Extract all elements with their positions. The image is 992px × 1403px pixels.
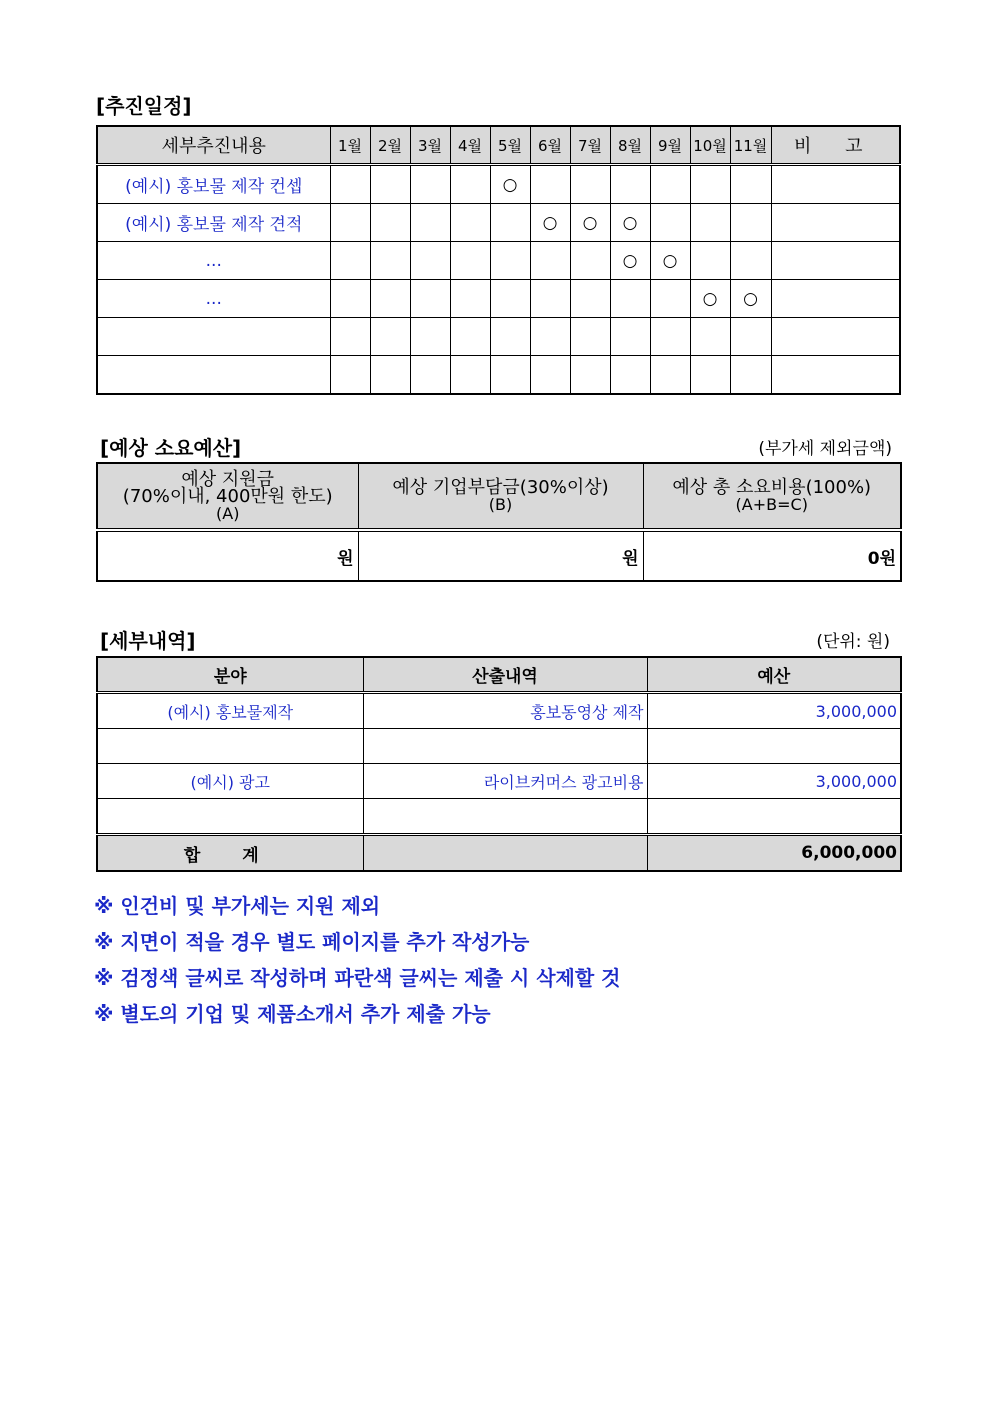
budget-table xyxy=(96,462,902,582)
schedule-header-task: 세부추진내용 xyxy=(97,126,330,165)
schedule-month-cell[interactable] xyxy=(450,318,490,356)
budget-header-support-line2: (70%이내, 400만원 한도) xyxy=(122,485,333,507)
schedule-row xyxy=(97,165,900,204)
budget-header-company xyxy=(358,463,643,530)
schedule-month-cell[interactable] xyxy=(490,356,530,395)
budget-header-support-line1: 예상 지원금 xyxy=(181,468,275,490)
schedule-month-cell[interactable] xyxy=(410,204,450,242)
detail-budget-cell[interactable]: 3,000,000 xyxy=(647,764,901,799)
schedule-month-cell[interactable] xyxy=(730,165,771,204)
detail-header-calc: 산출내역 xyxy=(363,657,647,693)
detail-row xyxy=(97,799,901,835)
schedule-month-cell[interactable] xyxy=(650,280,690,318)
schedule-note-cell[interactable] xyxy=(771,204,900,242)
detail-header-row xyxy=(97,657,901,693)
schedule-month-cell[interactable] xyxy=(690,165,730,204)
schedule-month-cell[interactable] xyxy=(330,165,370,204)
schedule-task-cell[interactable]: (예시) 홍보물 제작 컨셉 xyxy=(97,165,330,204)
detail-total-budget: 6,000,000 xyxy=(647,835,901,872)
schedule-month-cell[interactable] xyxy=(330,356,370,395)
schedule-month-cell[interactable] xyxy=(730,318,771,356)
schedule-month-cell[interactable] xyxy=(570,356,610,395)
schedule-month-cell[interactable] xyxy=(570,280,610,318)
schedule-month-cell[interactable] xyxy=(370,318,410,356)
schedule-month-cell[interactable] xyxy=(690,318,730,356)
detail-field-cell[interactable] xyxy=(97,729,363,764)
schedule-header-month: 8월 xyxy=(610,126,650,165)
schedule-month-cell[interactable] xyxy=(490,204,530,242)
schedule-month-cell[interactable] xyxy=(370,165,410,204)
schedule-month-cell[interactable] xyxy=(410,242,450,280)
schedule-month-cell[interactable] xyxy=(610,165,650,204)
schedule-month-cell[interactable] xyxy=(450,165,490,204)
schedule-header-month: 10월 xyxy=(690,126,730,165)
schedule-row xyxy=(97,280,900,318)
schedule-header-row xyxy=(97,126,900,165)
detail-calc-cell[interactable] xyxy=(363,799,647,835)
schedule-header-month: 3월 xyxy=(410,126,450,165)
schedule-row xyxy=(97,204,900,242)
schedule-header-month: 4월 xyxy=(450,126,490,165)
schedule-month-cell[interactable] xyxy=(410,280,450,318)
note-item: ※ 별도의 기업 및 제품소개서 추가 제출 가능 xyxy=(94,1002,491,1026)
schedule-month-cell[interactable] xyxy=(730,242,771,280)
schedule-month-cell[interactable] xyxy=(330,280,370,318)
schedule-month-cell[interactable] xyxy=(330,242,370,280)
budget-title: [예상 소요예산] xyxy=(100,436,242,460)
schedule-note-cell[interactable] xyxy=(771,356,900,395)
schedule-month-cell[interactable] xyxy=(610,318,650,356)
schedule-month-cell[interactable] xyxy=(570,165,610,204)
schedule-task-cell[interactable] xyxy=(97,356,330,395)
detail-row xyxy=(97,729,901,764)
schedule-month-cell[interactable] xyxy=(370,280,410,318)
schedule-month-cell[interactable] xyxy=(410,318,450,356)
schedule-header-month: 7월 xyxy=(570,126,610,165)
detail-budget-cell[interactable] xyxy=(647,799,901,835)
budget-header-total xyxy=(643,463,901,530)
schedule-month-cell[interactable] xyxy=(410,356,450,395)
schedule-note-cell[interactable] xyxy=(771,165,900,204)
schedule-task-cell[interactable]: (예시) 홍보물 제작 견적 xyxy=(97,204,330,242)
schedule-month-cell[interactable] xyxy=(530,356,570,395)
detail-budget-cell[interactable]: 3,000,000 xyxy=(647,693,901,729)
schedule-month-cell[interactable] xyxy=(650,204,690,242)
detail-unit-note: (단위: 원) xyxy=(816,632,890,652)
detail-row xyxy=(97,764,901,799)
schedule-header-month: 2월 xyxy=(370,126,410,165)
schedule-month-cell[interactable]: ○ xyxy=(610,204,650,242)
detail-title: [세부내역] xyxy=(100,629,196,653)
schedule-month-cell[interactable] xyxy=(450,204,490,242)
schedule-month-cell[interactable] xyxy=(490,318,530,356)
budget-header-total-line2: (A+B=C) xyxy=(735,495,808,514)
schedule-month-cell[interactable] xyxy=(610,356,650,395)
schedule-month-cell[interactable] xyxy=(650,165,690,204)
budget-value-total[interactable]: 0원 xyxy=(643,530,901,581)
schedule-month-cell[interactable]: ○ xyxy=(730,280,771,318)
schedule-month-cell[interactable] xyxy=(490,280,530,318)
schedule-month-cell[interactable] xyxy=(530,318,570,356)
schedule-month-cell[interactable]: ○ xyxy=(570,204,610,242)
schedule-header-note: 비 고 xyxy=(771,126,900,165)
schedule-note-cell[interactable] xyxy=(771,280,900,318)
schedule-month-cell[interactable] xyxy=(530,280,570,318)
note-item: ※ 인건비 및 부가세는 지원 제외 xyxy=(94,894,381,918)
detail-header-budget: 예산 xyxy=(647,657,901,693)
schedule-task-cell[interactable]: ... xyxy=(97,280,330,318)
detail-header-field: 분야 xyxy=(97,657,363,693)
schedule-month-cell[interactable] xyxy=(370,242,410,280)
budget-header-company-line2: (B) xyxy=(488,495,513,514)
detail-budget-cell[interactable] xyxy=(647,729,901,764)
schedule-header-month: 9월 xyxy=(650,126,690,165)
schedule-month-cell[interactable] xyxy=(530,165,570,204)
detail-calc-cell[interactable] xyxy=(363,729,647,764)
budget-header-total-line1: 예상 총 소요비용(100%) xyxy=(672,477,872,498)
schedule-month-cell[interactable] xyxy=(450,280,490,318)
schedule-month-cell[interactable] xyxy=(450,242,490,280)
schedule-month-cell[interactable] xyxy=(530,242,570,280)
detail-field-cell[interactable] xyxy=(97,799,363,835)
schedule-month-cell[interactable] xyxy=(410,165,450,204)
budget-value-support[interactable]: 원 xyxy=(97,530,358,581)
schedule-month-cell[interactable]: ○ xyxy=(530,204,570,242)
schedule-note-cell[interactable] xyxy=(771,242,900,280)
schedule-month-cell[interactable] xyxy=(570,242,610,280)
schedule-row xyxy=(97,242,900,280)
schedule-month-cell[interactable] xyxy=(370,204,410,242)
schedule-task-cell[interactable]: ... xyxy=(97,242,330,280)
budget-header-row xyxy=(97,463,901,530)
schedule-month-cell[interactable]: ○ xyxy=(610,242,650,280)
detail-total-calc xyxy=(363,835,647,872)
schedule-note-cell[interactable] xyxy=(771,318,900,356)
budget-header-support xyxy=(97,463,358,530)
detail-total-row xyxy=(97,835,901,872)
schedule-month-cell[interactable] xyxy=(610,280,650,318)
schedule-task-cell[interactable] xyxy=(97,318,330,356)
schedule-month-cell[interactable] xyxy=(570,318,610,356)
schedule-month-cell[interactable] xyxy=(730,356,771,395)
note-item: ※ 검정색 글씨로 작성하며 파란색 글씨는 제출 시 삭제할 것 xyxy=(94,966,621,990)
schedule-month-cell[interactable] xyxy=(330,204,370,242)
budget-vat-note: (부가세 제외금액) xyxy=(758,439,892,459)
schedule-header-month: 6월 xyxy=(530,126,570,165)
schedule-month-cell[interactable]: ○ xyxy=(690,280,730,318)
schedule-month-cell[interactable] xyxy=(730,204,771,242)
schedule-month-cell[interactable] xyxy=(690,356,730,395)
notes-list xyxy=(94,888,620,1032)
schedule-month-cell[interactable]: ○ xyxy=(650,242,690,280)
schedule-month-cell[interactable] xyxy=(690,204,730,242)
schedule-title: [추진일정] xyxy=(96,94,192,118)
detail-table xyxy=(96,656,902,872)
schedule-month-cell[interactable] xyxy=(650,356,690,395)
schedule-month-cell[interactable]: ○ xyxy=(490,165,530,204)
schedule-month-cell[interactable] xyxy=(330,318,370,356)
schedule-header-month: 11월 xyxy=(730,126,771,165)
budget-value-company[interactable]: 원 xyxy=(358,530,643,581)
schedule-month-cell[interactable] xyxy=(450,356,490,395)
detail-calc-cell[interactable]: 홍보동영상 제작 xyxy=(363,693,647,729)
detail-field-cell[interactable]: (예시) 광고 xyxy=(97,764,363,799)
note-item: ※ 지면이 적을 경우 별도 페이지를 추가 작성가능 xyxy=(94,930,530,954)
schedule-table xyxy=(96,125,901,395)
detail-calc-cell[interactable]: 라이브커머스 광고비용 xyxy=(363,764,647,799)
schedule-month-cell[interactable] xyxy=(490,242,530,280)
budget-value-row xyxy=(97,530,901,581)
budget-header-support-line3: (A) xyxy=(216,503,240,523)
schedule-row xyxy=(97,356,900,395)
schedule-month-cell[interactable] xyxy=(650,318,690,356)
schedule-header-month: 1월 xyxy=(330,126,370,165)
schedule-month-cell[interactable] xyxy=(370,356,410,395)
budget-header-company-line1: 예상 기업부담금(30%이상) xyxy=(392,477,609,498)
schedule-month-cell[interactable] xyxy=(690,242,730,280)
detail-row xyxy=(97,693,901,729)
schedule-header-month: 5월 xyxy=(490,126,530,165)
detail-field-cell[interactable]: (예시) 홍보물제작 xyxy=(97,693,363,729)
detail-total-label: 합 계 xyxy=(97,835,363,872)
schedule-row xyxy=(97,318,900,356)
